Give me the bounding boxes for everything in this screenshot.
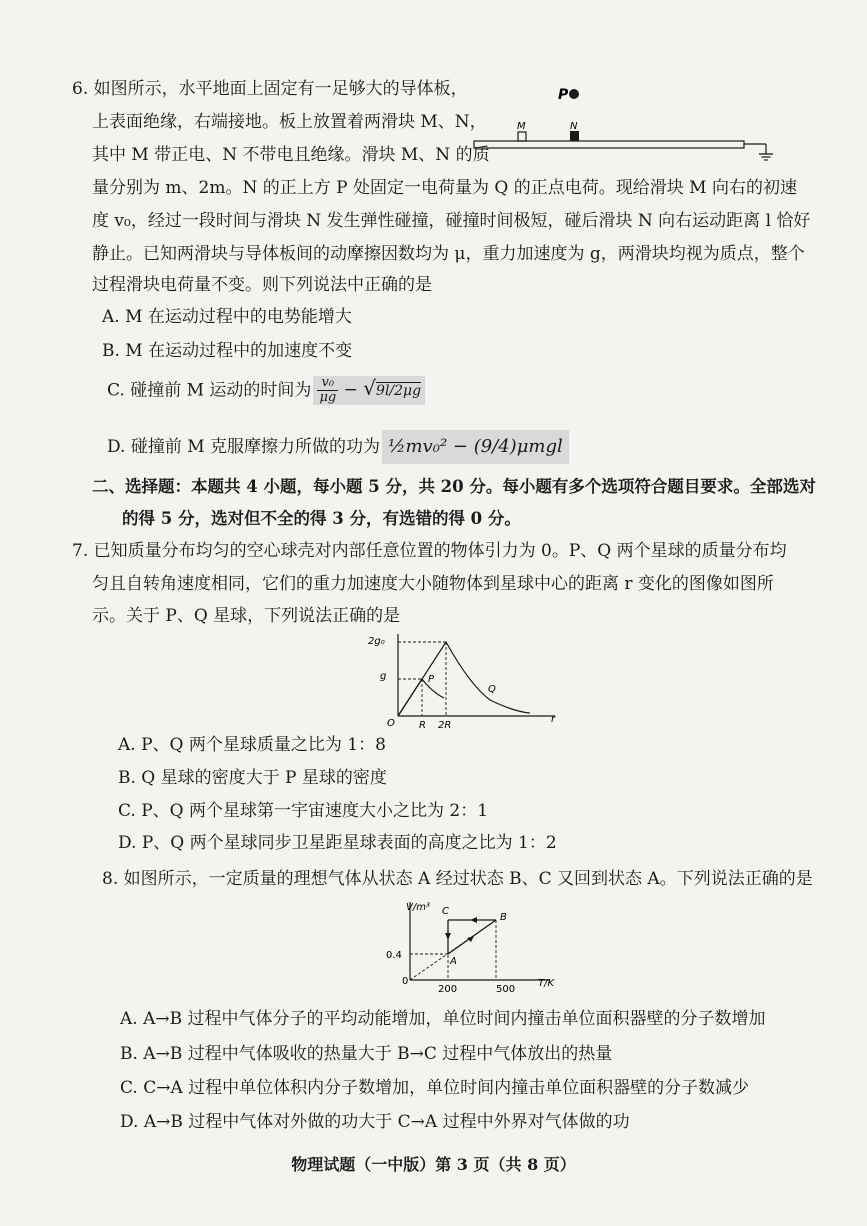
q6-option-d [107,430,569,470]
c-sqrt-sign: √ [363,376,377,400]
charge-p-label: P [558,87,569,103]
q8-origin: 0 [402,976,409,987]
q7-x-2r: 2R [438,720,452,730]
q6-plate-figure [470,80,790,170]
q7-option-c: C. P、Q 两个星球第一宇宙速度大小之比为 2：1 [118,801,489,821]
q7-option-a: A. P、Q 两个星球质量之比为 1：8 [118,735,386,755]
ground-symbol [759,154,773,160]
q8-vt-graph [378,898,578,998]
q6-option-c-text: C. 碰撞前 M 运动的时间为 [107,380,312,401]
q6-line-3: 其中 M 带正电、N 不带电且绝缘。滑块 M、N 的质 [92,145,490,165]
q8-option-d: D. A→B 过程中气体对外做的功大于 C→A 过程中外界对气体做的功 [120,1112,630,1132]
q7-origin: O [387,718,395,729]
q8-y-tick: 0.4 [386,950,402,961]
slider-n [570,131,579,141]
slider-n-label: N [570,121,578,132]
q8-point-b: B [500,912,507,923]
page-footer: 物理试题（一中版）第 3 页（共 8 页） [291,1155,576,1174]
charge-p-dot [569,89,579,99]
section2-line-1: 二、选择题：本题共 4 小题，每小题 5 分，共 20 分。每小题有多个选项符合题目要求。全部选对 [92,477,816,496]
q6-line-7: 过程滑块电荷量不变。则下列说法中正确的是 [92,275,432,295]
c-fraction: $\frac{\text{v₀}}{\mu g}$ [319,375,337,405]
q7-line-2: 匀且自转角速度相同，它们的重力加速度大小随物体到星球中心的距离 r 变化的图像如图所 [92,574,774,594]
q6-option-c [107,376,425,416]
q6-line-1: 6. 如图所示，水平地面上固定有一足够大的导体板， [72,79,468,99]
q7-gravity-graph [360,630,560,730]
q7-y-2g0: 2g₀ [368,636,385,647]
q6-option-b: B. M 在运动过程中的加速度不变 [102,341,353,361]
q7-x-axis: r [551,714,556,725]
q8-y-axis: V/m³ [406,902,430,913]
q8-x-axis: T/K [538,978,555,989]
q7-option-b: B. Q 星球的密度大于 P 星球的密度 [118,768,387,788]
q6-option-c-formula: $\frac{\text{v₀}}{\mu g}$ − √9l/2μg [313,376,425,405]
q8-line-1: 8. 如图所示，一定质量的理想气体从状态 A 经过状态 B、C 又回到状态 A。下列说法正确的是 [102,869,813,889]
q7-option-d: D. P、Q 两个星球同步卫星距星球表面的高度之比为 1：2 [118,833,557,853]
section2-line-2: 的得 5 分，选对但不全的得 3 分，有选错的得 0 分。 [122,509,521,528]
q7-line-3: 示。关于 P、Q 星球，下列说法正确的是 [92,606,401,626]
q6-line-5: 度 v₀，经过一段时间与滑块 N 发生弹性碰撞，碰撞时间极短，碰后滑块 N 向右运动距离 l 恰好 [92,211,811,231]
q6-option-d-formula: ½mv₀² − (9/4)μmgl [382,430,569,464]
q6-line-2: 上表面绝缘，右端接地。板上放置着两滑块 M、N， [92,112,487,132]
curve-q [398,642,530,716]
q7-curve-q-label: Q [488,684,496,695]
slider-m [518,132,526,141]
curve-p [398,679,444,716]
q6-option-a: A. M 在运动过程中的电势能增大 [102,307,352,327]
q8-option-b: B. A→B 过程中气体吸收的热量大于 B→C 过程中气体放出的热量 [120,1044,613,1064]
q7-x-r: R [419,720,426,730]
q7-line-1: 7. 已知质量分布均匀的空心球壳对内部任意位置的物体引力为 0。P、Q 两个星球的质量分布均 [72,541,787,561]
q6-line-6: 静止。已知两滑块与导体板间的动摩擦因数均为 μ，重力加速度为 g，两滑块均视为质点，整个 [92,244,805,264]
q6-option-d-text: D. 碰撞前 M 克服摩擦力所做的功为 [107,437,381,457]
q8-x-tick-200: 200 [438,984,458,995]
q8-point-c: C [442,906,449,917]
q7-y-g: g [380,671,387,682]
slider-m-label: M [517,121,526,132]
q6-line-4: 量分别为 m、2m。N 的正上方 P 处固定一电荷量为 Q 的正点电荷。现给滑块 M 向右的初速 [92,178,797,198]
q8-option-c: C. C→A 过程中单位体积内分子数增加，单位时间内撞击单位面积器壁的分子数减少 [120,1078,750,1098]
q8-option-a: A. A→B 过程中气体分子的平均动能增加，单位时间内撞击单位面积器壁的分子数增加 [120,1009,766,1029]
q8-point-a: A [450,956,457,967]
q8-x-tick-500: 500 [496,984,516,995]
conductor-plate [474,141,744,148]
q7-curve-p-label: P [428,674,435,685]
